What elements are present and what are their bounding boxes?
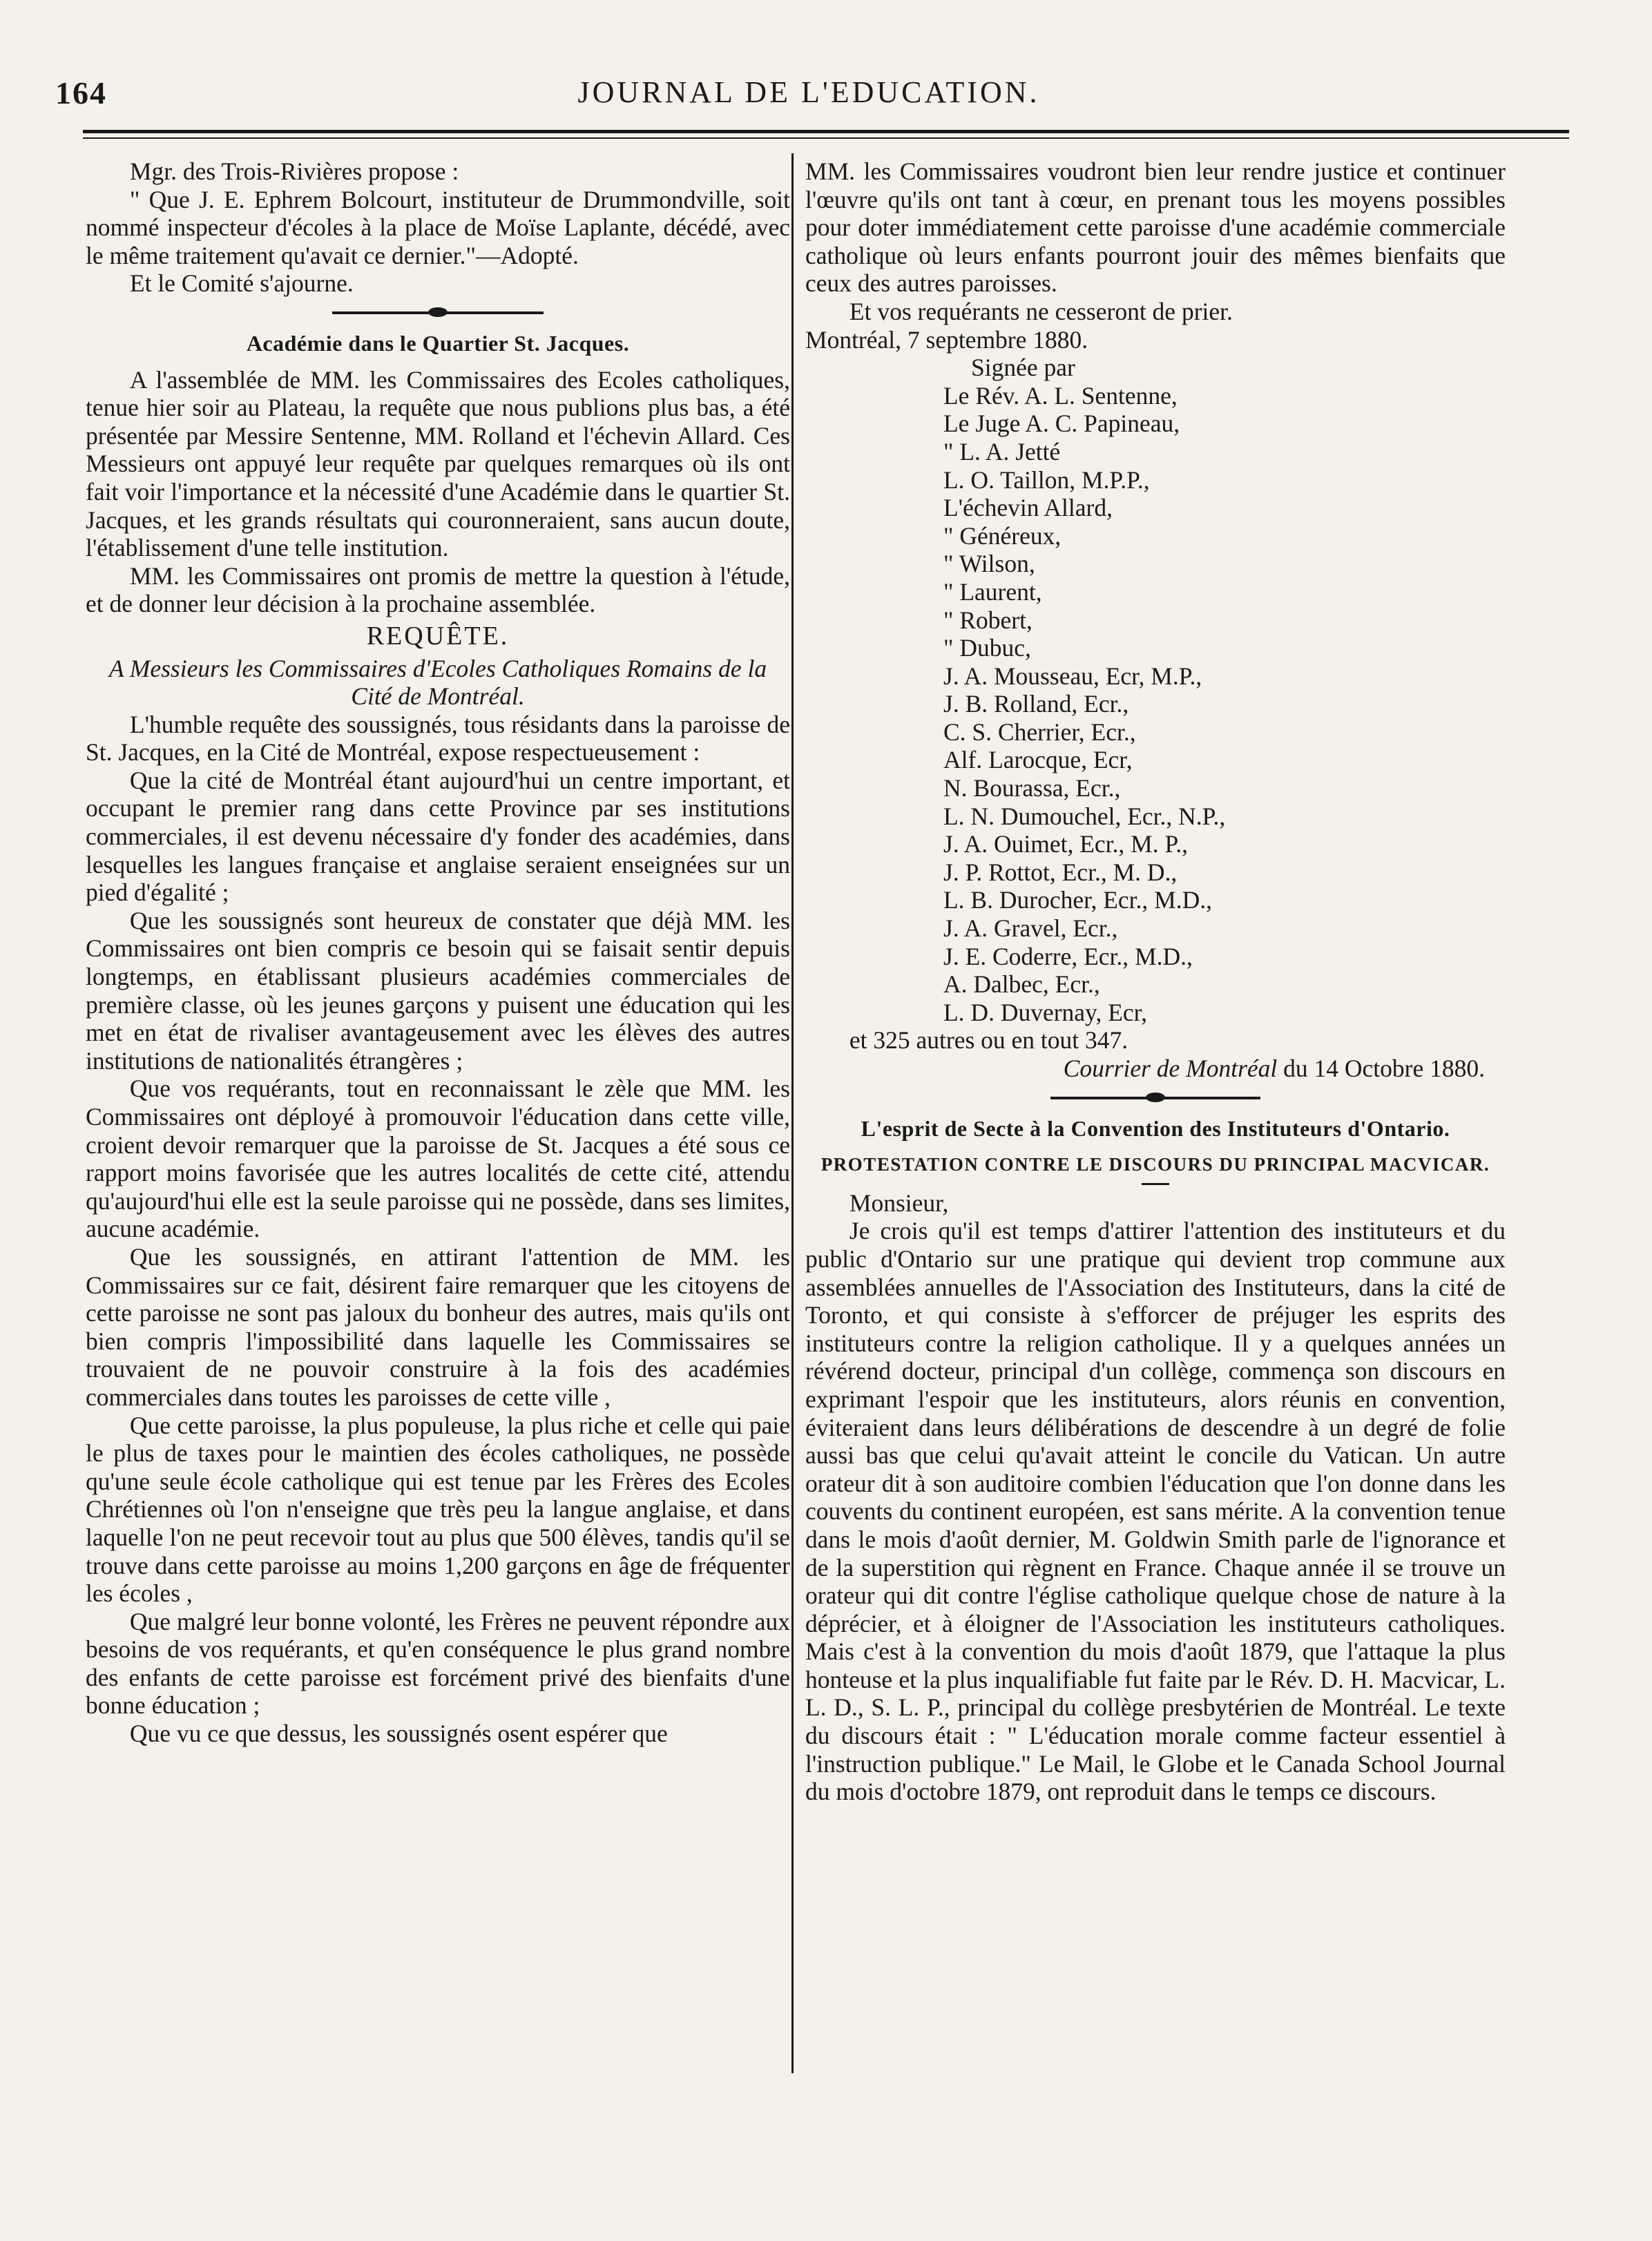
section-ornament [805, 1088, 1506, 1106]
signatory: " L. A. Jetté [943, 437, 1061, 465]
section-heading: Académie dans le Quartier St. Jacques. [246, 330, 630, 356]
paragraph: Mgr. des Trois-Rivières propose : [129, 157, 459, 185]
paragraph: Je crois qu'il est temps d'attirer l'attention des instituteurs et du public d'Ontario sur une pratique qui devient trop commune aux assemblées annuelles de l'Association des Instituteurs, dans la cité de Toronto, et qui consiste à s'efforcer de préjuger les esprits des instituteurs contre la religion catholique. Il y a quelques années un révérend docteur, principal d'un collège, commença son discours en exprimant l'espoir que les instituteurs, alors réunis en convention, éviteraient dans leurs délibérations de descendre à un degré de folie aussi bas que celui qu'avait atteint le concile du Vatican. Un autre orateur dit à son auditoire combien l'éducation que l'on donne dans les couvents du continent européen, est sans mérite. A la convention tenue dans le mois d'août dernier, M. Goldwin Smith parle de l'ignorance et de la superstition qui règnent en France. Chaque année il se trouve un orateur qui dit contre l'église catholique quelque chose de nature à la déprécier, et à éloigner de l'Association les instituteurs catholiques. Mais c'est à la convention du mois d'août 1879, que l'attaque la plus honteuse et la plus inqualifiable fut faite par le Rév. D. H. Macvicar, L. L. D., S. L. P., principal du collège presbytérien de Montréal. Le texte du discours était : " L'éducation morale comme facteur essentiel à l'instruction publique." Le Mail, le Globe et le Canada School Journal du mois d'octobre 1879, ont reproduit dans le temps ce discours. [805, 1217, 1506, 1806]
signatory: N. Bourassa, Ecr., [943, 774, 1121, 802]
paragraph: L'humble requête des soussignés, tous résidants dans la paroisse de St. Jacques, en la Cité de Montréal, expose respectueusement : [86, 710, 790, 767]
column-divider [791, 153, 794, 2073]
section-subheading: PROTESTATION CONTRE LE DISCOURS DU PRINCIPAL MACVICAR. [820, 1154, 1490, 1175]
paragraph: A l'assemblée de MM. les Commissaires des Ecoles catholiques, tenue hier soir au Plateau, la requête que nous publions plus bas, a été présentée par Messire Sentenne, MM. Rolland et l'échevin Allard. Ces Messieurs ont appuyé leur requête par quelques remarques où ils ont fait voir l'importance et la nécessité d'une Académie dans le quartier St. Jacques, et les grands résultats qui couronneraient, sans aucun doute, l'établissement d'une telle institution. [86, 365, 790, 562]
page-number: 164 [55, 75, 107, 110]
signatory: J. B. Rolland, Ecr., [943, 690, 1129, 718]
paragraph: MM. les Commissaires voudront bien leur rendre justice et continuer l'œuvre qu'ils ont tant à cœur, en prenant tous les moyens possibles pour doter immédiatement cette paroisse d'une académie commerciale catholique où leurs enfants pourront jouir des mêmes bienfaits que ceux des autres paroisses. [805, 157, 1506, 298]
signatory: Le Juge A. C. Papineau, [943, 410, 1180, 438]
signatory: J. A. Gravel, Ecr., [943, 914, 1118, 943]
address-line: A Messieurs les Commissaires d'Ecoles Catholiques Romains de la Cité de Montréal. [108, 654, 767, 711]
signed-by: Signée par [971, 354, 1075, 382]
paragraph: Que cette paroisse, la plus populeuse, la plus riche et celle qui paie le plus de taxes pour le maintien des écoles catholiques, ne possède qu'une seule école catholique qui est tenue par les Frères des Ecoles Chrétiennes où l'on n'enseigne que très peu la langue anglaise, et dans laquelle l'on ne peut recevoir tout au plus que 500 élèves, tandis qu'il se trouve dans cette paroisse au moins 1,200 garçons en âge de fréquenter les écoles , [86, 1411, 790, 1608]
salutation: Monsieur, [849, 1189, 949, 1217]
signatory: A. Dalbec, Ecr., [943, 970, 1100, 999]
signatory: Alf. Larocque, Ecr, [943, 746, 1133, 774]
signatory-list [805, 382, 1506, 1027]
left-column [86, 157, 790, 1748]
signatory: C. S. Cherrier, Ecr., [943, 718, 1136, 746]
source-date: du 14 Octobre 1880. [1277, 1055, 1485, 1082]
paragraph: MM. les Commissaires ont promis de mettre la question à l'étude, et de donner leur décision à la prochaine assemblée. [86, 561, 790, 618]
paragraph: Que vos requérants, tout en reconnaissant le zèle que MM. les Commissaires ont déployé à promouvoir l'éducation dans cette ville, croient devoir remarquer que la paroisse de St. Jacques a été sous ce rapport moins favorisée que les autres localités de cette cité, attendu qu'aujourd'hui elle est la seule paroisse qui ne possède, dans ses limites, aucune académie. [86, 1075, 790, 1243]
section-ornament [86, 303, 790, 321]
header-rule [83, 130, 1569, 139]
short-rule [1142, 1183, 1169, 1185]
signatory: J. P. Rottot, Ecr., M. D., [943, 858, 1178, 886]
signatory: L. O. Taillon, M.P.P., [943, 465, 1150, 494]
signatory: " Wilson, [943, 550, 1035, 578]
paragraph: Et le Comité s'ajourne. [129, 269, 354, 298]
source-publication: Courrier de Montréal [1063, 1055, 1278, 1082]
journal-title: JOURNAL DE L'EDUCATION. [577, 75, 1040, 109]
signatory: J. A. Ouimet, Ecr., M. P., [943, 830, 1189, 858]
others-count: et 325 autres ou en tout 347. [849, 1026, 1128, 1055]
section-heading: L'esprit de Secte à la Convention des Instituteurs d'Ontario. [861, 1115, 1450, 1141]
requete-heading: REQUÊTE. [366, 621, 510, 651]
signatory: J. E. Coderre, Ecr., M.D., [943, 942, 1193, 970]
signatory: " Robert, [943, 606, 1032, 634]
signatory: L'échevin Allard, [943, 494, 1113, 522]
signatory: L. B. Durocher, Ecr., M.D., [943, 886, 1212, 914]
signatory: " Généreux, [943, 521, 1062, 550]
signatory: Le Rév. A. L. Sentenne, [943, 381, 1178, 410]
signatory: L. N. Dumouchel, Ecr., N.P., [943, 802, 1226, 830]
signatory: J. A. Mousseau, Ecr, M.P., [943, 662, 1202, 690]
place-date: Montréal, 7 septembre 1880. [805, 325, 1088, 354]
paragraph: Que les soussignés sont heureux de constater que déjà MM. les Commissaires ont bien compris ce besoin qui se faisait sentir depuis longtemps, en établissant plusieurs académies commerciales de première classe, où les jeunes garçons y puisent une éducation qui les met en état de rivaliser avantageusement avec les élèves des autres institutions de nationalités étrangères ; [86, 906, 790, 1075]
right-column [805, 157, 1506, 1806]
paragraph: Que vu ce que dessus, les soussignés osent espérer que [129, 1720, 668, 1748]
paragraph: Que la cité de Montréal étant aujourd'hui un centre important, et occupant le premier rang dans cette Province par ses institutions commerciales, il est devenu nécessaire d'y fonder des académies, dans lesquelles les langues française et anglaise seraient enseignées sur un pied d'égalité ; [86, 766, 790, 907]
paragraph: " Que J. E. Ephrem Bolcourt, instituteur de Drummondville, soit nommé inspecteur d'écoles à la place de Moïse Laplante, décédé, avec le même traitement qu'avait ce dernier."—Adopté. [86, 185, 790, 269]
signatory: " Dubuc, [943, 634, 1031, 662]
paragraph: Que malgré leur bonne volonté, les Frères ne peuvent répondre aux besoins de vos requérants, et qu'en conséquence le plus grand nombre des enfants de cette paroisse est forcément privé des bienfaits d'une bonne éducation ; [86, 1607, 790, 1720]
source-line [805, 1055, 1506, 1083]
signatory: " Laurent, [943, 577, 1042, 606]
paragraph: Et vos requérants ne cesseront de prier. [849, 297, 1233, 325]
signatory: L. D. Duvernay, Ecr, [943, 998, 1147, 1026]
page-header [48, 75, 1569, 124]
paragraph: Que les soussignés, en attirant l'attention de MM. les Commissaires sur ce fait, désirent faire remarquer que les citoyens de cette paroisse ne sont pas jaloux du bonheur des autres, mais qu'ils ont bien compris l'impossibilité dans laquelle les Commissaires se trouvaient de ne pouvoir construire à la fois des académies commerciales dans toutes les paroisses de cette ville , [86, 1242, 790, 1411]
